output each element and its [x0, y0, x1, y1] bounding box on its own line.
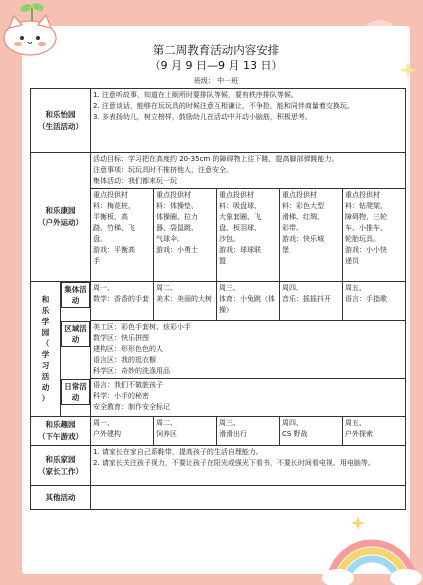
outdoor-item: 重点投供材 料：吸盘球、 大象套圈、飞 盘、板羽球、 沙包。 游戏：球球联 盟 [216, 189, 279, 281]
row-other [31, 486, 406, 510]
routine-line: 1. 注意听故事，知道在上厕所时要排队等候，要有秩序排队等候。 [93, 91, 298, 99]
afternoon-activities [91, 417, 406, 446]
row-outdoor-goals [31, 153, 406, 189]
other-content [91, 486, 406, 510]
zone-activity-label: 区域活动 [61, 321, 90, 347]
daily-activity-label: 日常活动 [61, 379, 90, 405]
zone-item: 数学区：快乐拼图 [93, 334, 149, 342]
routine-label: 和乐怡园 （生活活动） [31, 89, 91, 153]
page-title: 第二周教育活动内容安排 [152, 43, 280, 57]
other-label: 其他活动 [31, 486, 91, 510]
group-activity: 周三、 体育：小兔跳（体操） [216, 282, 279, 320]
outdoor-item: 重点投供材 料：彩色大型 滑梯、红绸、 彩带。 游戏：快乐城 堡 [279, 189, 342, 281]
group-activity: 周二、 美术：美丽的大树 [153, 282, 216, 320]
group-activity: 周一、 数学：香香的手套 [93, 284, 149, 303]
outdoor-item: 重点投供材 料：体操垫、 体操圈、拉力 器、袋鼠跳、 气球伞。 游戏：小勇士 [153, 189, 216, 281]
row-study-daily [31, 379, 406, 417]
row-routine [31, 89, 406, 153]
study-label: 和 乐 学 园 （ 学 习 活 动 ） [31, 282, 61, 417]
outdoor-items [91, 189, 406, 282]
class-line: 班级： 中一班 [193, 77, 239, 85]
home-line: 1. 请家长在家自己系鞋带，提高孩子的生活自理能力。 [93, 448, 263, 456]
daily-item: 语言：我们不做脏孩子 [93, 381, 163, 389]
afternoon-activity: 周二、 饲养区 [153, 417, 216, 445]
afternoon-activity: 周四、 CS 野战 [279, 417, 342, 445]
cat-sprout-decoration [0, 0, 66, 58]
group-activity: 周四、 音乐：摇摇抖开 [279, 282, 342, 320]
home-label: 和乐家园 （家长工作） [31, 446, 91, 486]
afternoon-label: 和乐趣园 （下午游戏） [31, 417, 91, 446]
outdoor-label: 和乐康园 （户外运动） [31, 153, 91, 282]
schedule-paper [22, 26, 410, 574]
zone-item: 科学区：奇妙的洗涤用品 [93, 367, 170, 375]
routine-line: 2. 注意谈话，能够在玩玩具的时候注意互相谦让，不争抢，能和同伴商量着交换玩。 [93, 102, 354, 110]
outdoor-goals: 活动目标：学习把在高度约 20-35cm 的障碍物上往下跳，提高脚部弹跳能力。 注意事项：玩玩具时不推挤他人，注意安全。 集体活动：我们都来玩一玩 [91, 153, 406, 189]
group-activity-label: 集体活动 [61, 282, 90, 308]
row-study-zones [31, 321, 406, 379]
date-range: （9 月 9 日—9 月 13 日） [149, 59, 283, 72]
home-line: 2. 请家长关注孩子视力，不要让孩子在阳光或强光下看书，不要长时间看电视、用电脑等。 [93, 459, 375, 467]
afternoon-activity: 周三、 滑滑出行 [216, 417, 279, 445]
daily-item: 科学：小手的秘密 [93, 392, 149, 400]
zone-activities [91, 321, 406, 379]
afternoon-activity: 周五、 户外探索 [342, 417, 405, 445]
group-activity: 周五、 语言：手指歌 [342, 282, 405, 320]
zone-item: 美工区：彩色手套树、炫彩小手 [93, 323, 191, 331]
row-study-group [31, 282, 406, 321]
afternoon-activity: 周一、 户外建构 [93, 419, 121, 438]
rainbow-cloud-decoration [320, 528, 423, 585]
zone-item: 建构区：形形色色的人 [93, 345, 163, 353]
routine-line: 3. 多表扬幼儿，树立榜样，鼓励幼儿在活动中开动小脑筋，积极思考。 [93, 113, 312, 121]
sparkle-star-icon [398, 60, 418, 80]
schedule-table [30, 88, 406, 510]
group-activities [91, 282, 406, 321]
daily-item: 安全教育：制作安全标记 [93, 403, 170, 411]
home-content [91, 446, 406, 486]
routine-content [91, 89, 406, 153]
outdoor-item: 重点投供材 料：梅花桩、 平衡板、高 跷、竹梯、飞 盘。 游戏：平衡高 手 [93, 191, 135, 265]
zone-item: 语言区：我的逛衣橱 [93, 356, 156, 364]
daily-activities [91, 379, 406, 417]
outdoor-item: 重点投供材 料：钻爬架、 障碍物、三轮 车、小推车、 轮胎玩具。 游戏：小小快 递员 [342, 189, 405, 281]
row-afternoon-games [31, 417, 406, 446]
row-home [31, 446, 406, 486]
